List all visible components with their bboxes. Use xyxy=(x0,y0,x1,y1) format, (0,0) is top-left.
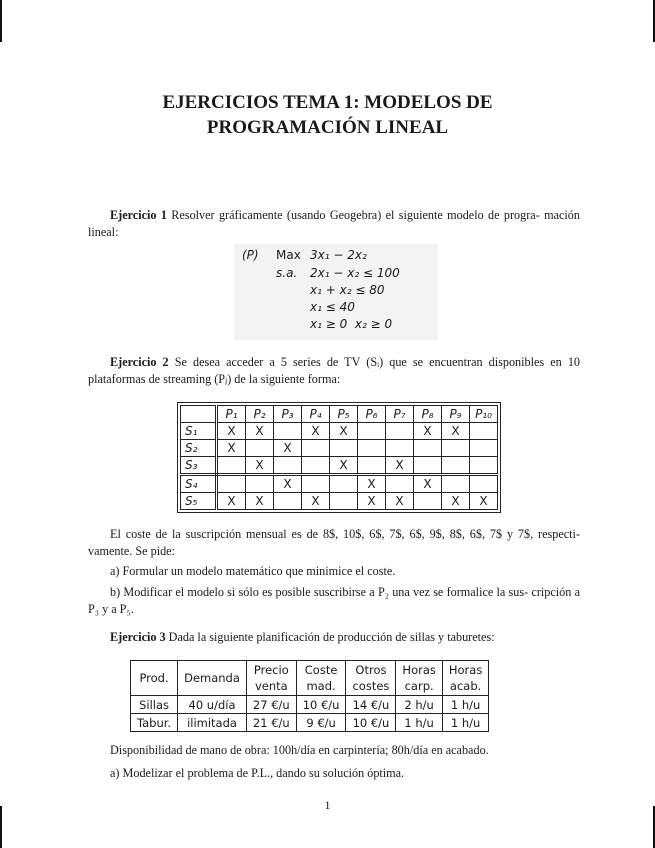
table-cell: X xyxy=(217,423,246,440)
table-cell xyxy=(274,493,302,510)
exercise-1-text-line-1: Resolver gráficamente (usando Geogebra) el siguiente modelo de progra- xyxy=(171,208,540,222)
table-cell: 27 €/u xyxy=(246,696,296,714)
column-header: P₆ xyxy=(358,406,386,423)
table-cell xyxy=(386,440,414,457)
table-cell xyxy=(442,457,470,475)
production-table xyxy=(130,660,489,732)
table-cell: X xyxy=(358,493,386,510)
table-cell: X xyxy=(274,440,302,457)
production-header: Prod. xyxy=(131,661,178,696)
column-header: P₉ xyxy=(442,406,470,423)
availability-text: Disponibilidad de mano de obra: 100h/día en carpintería; 80h/día en acabado. xyxy=(110,743,489,757)
table-cell: ilimitada xyxy=(178,714,247,732)
table-cell xyxy=(217,457,246,475)
table-cell xyxy=(358,457,386,475)
column-header: P₁₀ xyxy=(470,406,498,423)
table-cell: X xyxy=(414,423,442,440)
table-row xyxy=(181,423,498,440)
table-cell: X xyxy=(442,423,470,440)
title-line-1: EJERCICIOS TEMA 1: MODELOS DE xyxy=(162,92,493,113)
table-cell xyxy=(246,475,274,493)
page-number: 1 xyxy=(324,798,331,812)
tv-table-body xyxy=(181,423,498,510)
table-cell xyxy=(414,493,442,510)
table-cell xyxy=(358,423,386,440)
table-cell xyxy=(274,457,302,475)
table-cell xyxy=(470,475,498,493)
table-row xyxy=(181,457,498,475)
table-cell xyxy=(246,440,274,457)
column-header: P₄ xyxy=(302,406,330,423)
table-cell xyxy=(442,475,470,493)
exercise-3-paragraph xyxy=(88,629,580,646)
table-cell xyxy=(470,423,498,440)
item-b-line-1: b) Modificar el modelo si sólo es posible suscribirse a P₂ una vez se formalice la sus- xyxy=(110,585,529,599)
row-header: S₄ xyxy=(181,475,217,493)
table-row xyxy=(131,696,489,714)
production-header: Horas carp. xyxy=(396,661,442,696)
table-cell: X xyxy=(246,493,274,510)
table-cell: 1 h/u xyxy=(442,714,488,732)
table-cell: X xyxy=(470,493,498,510)
model-name: (P) xyxy=(242,248,259,262)
table-cell: X xyxy=(217,493,246,510)
table-row xyxy=(181,440,498,457)
table-cell xyxy=(386,423,414,440)
table-cell xyxy=(330,440,358,457)
costs-line-2: vamente. Se pide: xyxy=(88,544,175,558)
production-header: Precio venta xyxy=(246,661,296,696)
row-header: S₂ xyxy=(181,440,217,457)
series-platform-table xyxy=(180,405,498,510)
table-cell: Sillas xyxy=(131,696,178,714)
table-cell: 1 h/u xyxy=(396,714,442,732)
table-cell: 10 €/u xyxy=(346,714,396,732)
exercise-2-text-line-1: Se desea acceder a 5 series de TV (Sᵢ) que se encuentran disponibles en xyxy=(174,355,562,369)
page-title xyxy=(0,90,655,140)
table-cell xyxy=(217,475,246,493)
table-cell xyxy=(302,475,330,493)
row-header: S₃ xyxy=(181,457,217,475)
exercise-3-text: Dada la siguiente planificación de producción de sillas y taburetes: xyxy=(168,630,495,644)
costs-line-1: El coste de la suscripción mensual es de 8$, 10$, 6$, 7$, 6$, 9$, 8$, 6$, 7$ y 7$, respecti- xyxy=(110,527,580,541)
table-cell: X xyxy=(330,457,358,475)
model-constraint-3: x₁ ≤ 40 xyxy=(310,300,355,314)
row-header: S₁ xyxy=(181,423,217,440)
column-header: P₈ xyxy=(414,406,442,423)
item-b xyxy=(88,584,580,618)
column-header: P₇ xyxy=(386,406,414,423)
table-cell xyxy=(302,457,330,475)
table-row xyxy=(131,714,489,732)
exercise-2-text-line-2: 10 plataformas de streaming (Pⱼ) de la siguiente forma: xyxy=(88,355,581,386)
production-header: Demanda xyxy=(178,661,247,696)
table-cell xyxy=(414,440,442,457)
table-cell: X xyxy=(414,475,442,493)
table-cell: 9 €/u xyxy=(296,714,346,732)
table-cell: X xyxy=(217,440,246,457)
column-header: P₂ xyxy=(246,406,274,423)
model-subject-to: s.a. xyxy=(276,266,298,280)
exercise-1-label: Ejercicio 1 xyxy=(110,208,167,222)
table-cell: X xyxy=(302,493,330,510)
item-b-line-2: cripción a P₃ y a P₅. xyxy=(88,585,581,616)
model-objective: 3x₁ − 2x₂ xyxy=(310,248,367,262)
table-cell xyxy=(330,475,358,493)
table-cell xyxy=(330,493,358,510)
table-cell: X xyxy=(442,493,470,510)
exercise-3-label: Ejercicio 3 xyxy=(110,630,166,644)
production-header: Coste mad. xyxy=(296,661,346,696)
table-cell xyxy=(442,440,470,457)
table-cell: 2 h/u xyxy=(396,696,442,714)
table-cell: 1 h/u xyxy=(442,696,488,714)
column-header: P₁ xyxy=(217,406,246,423)
item-a: a) Formular un modelo matemático que minimice el coste. xyxy=(110,564,396,578)
model-constraint-1: 2x₁ − x₂ ≤ 100 xyxy=(310,266,400,280)
table-cell: 10 €/u xyxy=(296,696,346,714)
column-header: P₃ xyxy=(274,406,302,423)
table-cell: 21 €/u xyxy=(246,714,296,732)
table-cell xyxy=(302,440,330,457)
table-cell: X xyxy=(358,475,386,493)
row-header: S₅ xyxy=(181,493,217,510)
table-header-row xyxy=(181,406,498,423)
table-row xyxy=(181,493,498,510)
table-corner xyxy=(181,406,217,423)
table-cell: X xyxy=(274,475,302,493)
table-cell: X xyxy=(246,423,274,440)
table-row xyxy=(181,475,498,493)
table-cell xyxy=(414,457,442,475)
model-constraint-2: x₁ + x₂ ≤ 80 xyxy=(310,283,385,297)
table-cell: X xyxy=(330,423,358,440)
production-header-row xyxy=(131,661,489,696)
exercise-1-text-line-2: mación lineal: xyxy=(88,208,580,239)
exercise-3-item-a: a) Modelizar el problema de P.L., dando su solución óptima. xyxy=(110,766,405,780)
table-cell xyxy=(470,440,498,457)
column-header: P₅ xyxy=(330,406,358,423)
table-cell: X xyxy=(302,423,330,440)
table-cell: 40 u/día xyxy=(178,696,247,714)
model-objective-keyword: Max xyxy=(276,248,301,262)
production-header: Horas acab. xyxy=(442,661,488,696)
table-cell: 14 €/u xyxy=(346,696,396,714)
table-cell: X xyxy=(386,457,414,475)
table-cell xyxy=(358,440,386,457)
table-cell: X xyxy=(246,457,274,475)
exercise-2-label: Ejercicio 2 xyxy=(110,355,169,369)
table-cell: X xyxy=(386,493,414,510)
exercise-1-paragraph xyxy=(88,207,580,241)
table-cell: Tabur. xyxy=(131,714,178,732)
model-constraint-4: x₁ ≥ 0 x₂ ≥ 0 xyxy=(310,317,393,331)
table-cell xyxy=(386,475,414,493)
costs-paragraph xyxy=(88,526,580,560)
crop-mark-top-left-v xyxy=(0,0,2,42)
production-header: Otros costes xyxy=(346,661,396,696)
exercise-2-paragraph xyxy=(88,354,580,388)
table-cell xyxy=(274,423,302,440)
table-cell xyxy=(470,457,498,475)
lp-model xyxy=(234,244,438,340)
title-line-2: PROGRAMACIÓN LINEAL xyxy=(206,117,449,138)
